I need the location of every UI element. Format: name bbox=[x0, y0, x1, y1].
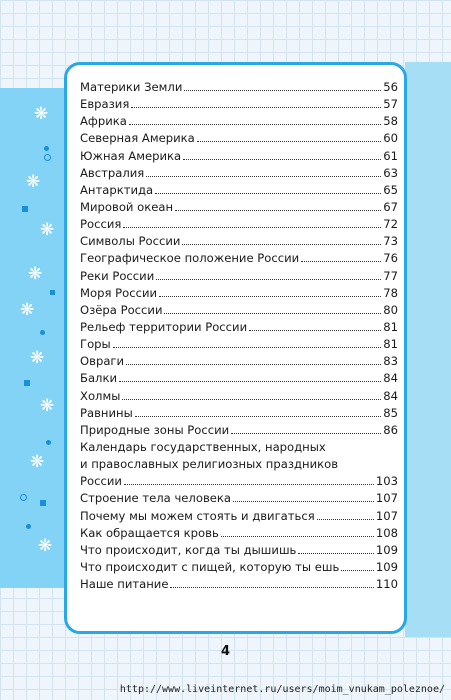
toc-entry[interactable] bbox=[80, 165, 398, 182]
dot-leader bbox=[175, 206, 381, 211]
toc-entry[interactable] bbox=[80, 336, 398, 353]
toc-entry-page: 81 bbox=[383, 319, 398, 334]
toc-entry-title-line: Календарь государственных, народных bbox=[80, 439, 326, 454]
toc-entry-title: Что происходит с пищей, которую ты ешь bbox=[80, 559, 340, 574]
toc-entry[interactable] bbox=[80, 96, 398, 113]
toc-entry-page: 84 bbox=[383, 371, 398, 386]
toc-entry[interactable] bbox=[80, 79, 398, 96]
toc-entry-title: России bbox=[80, 474, 122, 489]
toc-entry-title: Наше питание bbox=[80, 577, 169, 592]
dot-leader bbox=[131, 103, 381, 108]
toc-entry-page: 109 bbox=[375, 542, 398, 557]
snowflake-icon: ❋ bbox=[30, 348, 45, 368]
watermark-url: http://www.liveinternet.ru/users/moim_vnukam_poleznoe/ bbox=[119, 684, 445, 695]
toc-entry[interactable] bbox=[80, 559, 398, 576]
toc-entry-title: Южная Америка bbox=[80, 148, 182, 163]
snowflake-icon: ❋ bbox=[28, 264, 43, 284]
toc-entry[interactable] bbox=[80, 148, 398, 165]
square-icon bbox=[22, 206, 28, 212]
square-icon bbox=[40, 500, 46, 506]
dot-leader bbox=[126, 360, 381, 365]
dot-leader bbox=[298, 549, 373, 554]
toc-entry-title: Географическое положение России bbox=[80, 251, 300, 266]
snowflake-icon: ❋ bbox=[20, 300, 35, 320]
toc-entry[interactable] bbox=[80, 490, 398, 507]
toc-entry[interactable] bbox=[80, 576, 398, 593]
dot-leader bbox=[119, 377, 381, 382]
ring-icon bbox=[20, 494, 27, 501]
toc-entry-page: 83 bbox=[383, 354, 398, 369]
toc-entry-title: Моря России bbox=[80, 285, 158, 300]
toc-entry[interactable] bbox=[80, 370, 398, 387]
snowflake-icon: ❋ bbox=[34, 104, 49, 124]
toc-entry-title: Овраги bbox=[80, 354, 125, 369]
dot-leader bbox=[184, 86, 381, 91]
toc-entry-title: Горы bbox=[80, 337, 111, 352]
dot-leader bbox=[156, 275, 381, 280]
toc-entry-page: 67 bbox=[383, 199, 398, 214]
dot-leader bbox=[123, 223, 381, 228]
toc-entry[interactable] bbox=[80, 388, 398, 405]
toc-entry-page: 86 bbox=[383, 422, 398, 437]
toc-entry-title: Северная Америка bbox=[80, 131, 195, 146]
toc-entry-title: Австралия bbox=[80, 165, 145, 180]
dot-leader bbox=[233, 497, 374, 502]
toc-entry-page: 63 bbox=[383, 165, 398, 180]
toc-entry-title: Рельеф территории России bbox=[80, 319, 248, 334]
ring-icon bbox=[44, 154, 51, 161]
dot-icon bbox=[26, 524, 31, 529]
toc-entry-page: 80 bbox=[383, 302, 398, 317]
toc-entry-page: 65 bbox=[383, 182, 398, 197]
toc-entry-page: 58 bbox=[383, 114, 398, 129]
toc-entry-page: 107 bbox=[375, 508, 398, 523]
toc-entry-title: Символы России bbox=[80, 234, 181, 249]
toc-entry[interactable] bbox=[80, 319, 398, 336]
dot-leader bbox=[183, 155, 381, 160]
toc-entry-title-line: и православных религиозных праздников bbox=[80, 457, 339, 472]
toc-entry[interactable] bbox=[80, 353, 398, 370]
toc-entry[interactable] bbox=[80, 233, 398, 250]
toc-entry-page: 78 bbox=[383, 285, 398, 300]
toc-entry-page: 103 bbox=[375, 474, 398, 489]
toc-entry-title: Строение тела человека bbox=[80, 491, 232, 506]
dot-icon bbox=[46, 440, 51, 445]
toc-entry[interactable] bbox=[80, 285, 398, 302]
toc-entry-title: Мировой океан bbox=[80, 199, 174, 214]
toc-entry bbox=[80, 473, 398, 490]
table-of-contents bbox=[80, 79, 398, 593]
toc-entry-page: 57 bbox=[383, 97, 398, 112]
toc-entry-title: Африка bbox=[80, 114, 127, 129]
toc-entry-page: 60 bbox=[383, 131, 398, 146]
toc-entry-page: 109 bbox=[375, 559, 398, 574]
decorative-right-band bbox=[405, 62, 451, 637]
dot-leader bbox=[113, 343, 382, 348]
toc-entry-page: 76 bbox=[383, 251, 398, 266]
toc-entry-title: Равнины bbox=[80, 405, 133, 420]
dot-icon bbox=[40, 330, 45, 335]
dot-leader bbox=[124, 480, 374, 485]
square-icon bbox=[24, 380, 30, 386]
dot-leader bbox=[129, 120, 381, 125]
toc-entry[interactable] bbox=[80, 422, 398, 439]
toc-entry[interactable] bbox=[80, 405, 398, 422]
toc-entry[interactable] bbox=[80, 302, 398, 319]
toc-entry-page: 81 bbox=[383, 337, 398, 352]
dot-leader bbox=[317, 515, 374, 520]
toc-entry-page: 72 bbox=[383, 217, 398, 232]
toc-entry[interactable] bbox=[80, 130, 398, 147]
toc-entry-page: 73 bbox=[383, 234, 398, 249]
toc-entry-title: Как обращается кровь bbox=[80, 525, 219, 540]
toc-entry[interactable] bbox=[80, 250, 398, 267]
toc-entry[interactable] bbox=[80, 268, 398, 285]
toc-entry-title: Материки Земли bbox=[80, 80, 183, 94]
dot-leader bbox=[182, 240, 381, 245]
toc-entry-page: 77 bbox=[383, 268, 398, 283]
toc-entry-title: Озёра России bbox=[80, 302, 163, 317]
toc-entry-page: 61 bbox=[383, 148, 398, 163]
toc-entry[interactable] bbox=[80, 542, 398, 559]
dot-leader bbox=[159, 292, 381, 297]
snowflake-icon: ❋ bbox=[40, 396, 55, 416]
dot-leader bbox=[341, 566, 374, 571]
toc-entry[interactable] bbox=[80, 182, 398, 199]
dot-leader bbox=[231, 429, 381, 434]
dot-leader bbox=[170, 583, 373, 588]
toc-entry-title: Холмы bbox=[80, 388, 121, 403]
toc-entry-title: Антарктида bbox=[80, 182, 154, 197]
snowflake-icon: ❋ bbox=[30, 452, 45, 472]
dot-icon bbox=[44, 146, 49, 151]
toc-entry-page: 56 bbox=[383, 80, 398, 94]
toc-entry-page: 108 bbox=[375, 525, 398, 540]
toc-entry-title: Почему мы можем стоять и двигаться bbox=[80, 508, 315, 523]
toc-entry[interactable] bbox=[80, 199, 398, 216]
dot-leader bbox=[122, 395, 381, 400]
dot-leader bbox=[135, 412, 381, 417]
toc-entry-title: Балки bbox=[80, 371, 118, 386]
snowflake-icon: ❋ bbox=[38, 536, 53, 556]
toc-entry-page: 107 bbox=[375, 491, 398, 506]
toc-entry[interactable] bbox=[80, 508, 398, 525]
toc-entry-page: 110 bbox=[375, 577, 398, 592]
toc-entry[interactable] bbox=[80, 525, 398, 542]
toc-entry-page: 85 bbox=[383, 405, 398, 420]
toc-entry-page: 84 bbox=[383, 388, 398, 403]
dot-leader bbox=[249, 326, 381, 331]
page-number: 4 bbox=[220, 644, 231, 659]
toc-entry-title: Россия bbox=[80, 217, 122, 232]
toc-entry-title: Евразия bbox=[80, 97, 130, 112]
snowflake-icon: ❋ bbox=[26, 172, 41, 192]
dot-leader bbox=[221, 532, 374, 537]
toc-entry-title: Природные зоны России bbox=[80, 422, 230, 437]
toc-entry-title: Что происходит, когда ты дышишь bbox=[80, 542, 297, 557]
toc-entry-title: Реки России bbox=[80, 268, 155, 283]
toc-entry[interactable] bbox=[80, 113, 398, 130]
square-icon bbox=[50, 290, 55, 295]
toc-multiline-entry[interactable] bbox=[80, 439, 398, 490]
dot-leader bbox=[155, 189, 381, 194]
dot-leader bbox=[164, 309, 381, 314]
dot-leader bbox=[146, 172, 381, 177]
dot-leader bbox=[197, 137, 382, 142]
snowflake-icon: ❋ bbox=[40, 220, 55, 240]
dot-leader bbox=[301, 257, 381, 262]
toc-entry[interactable] bbox=[80, 216, 398, 233]
